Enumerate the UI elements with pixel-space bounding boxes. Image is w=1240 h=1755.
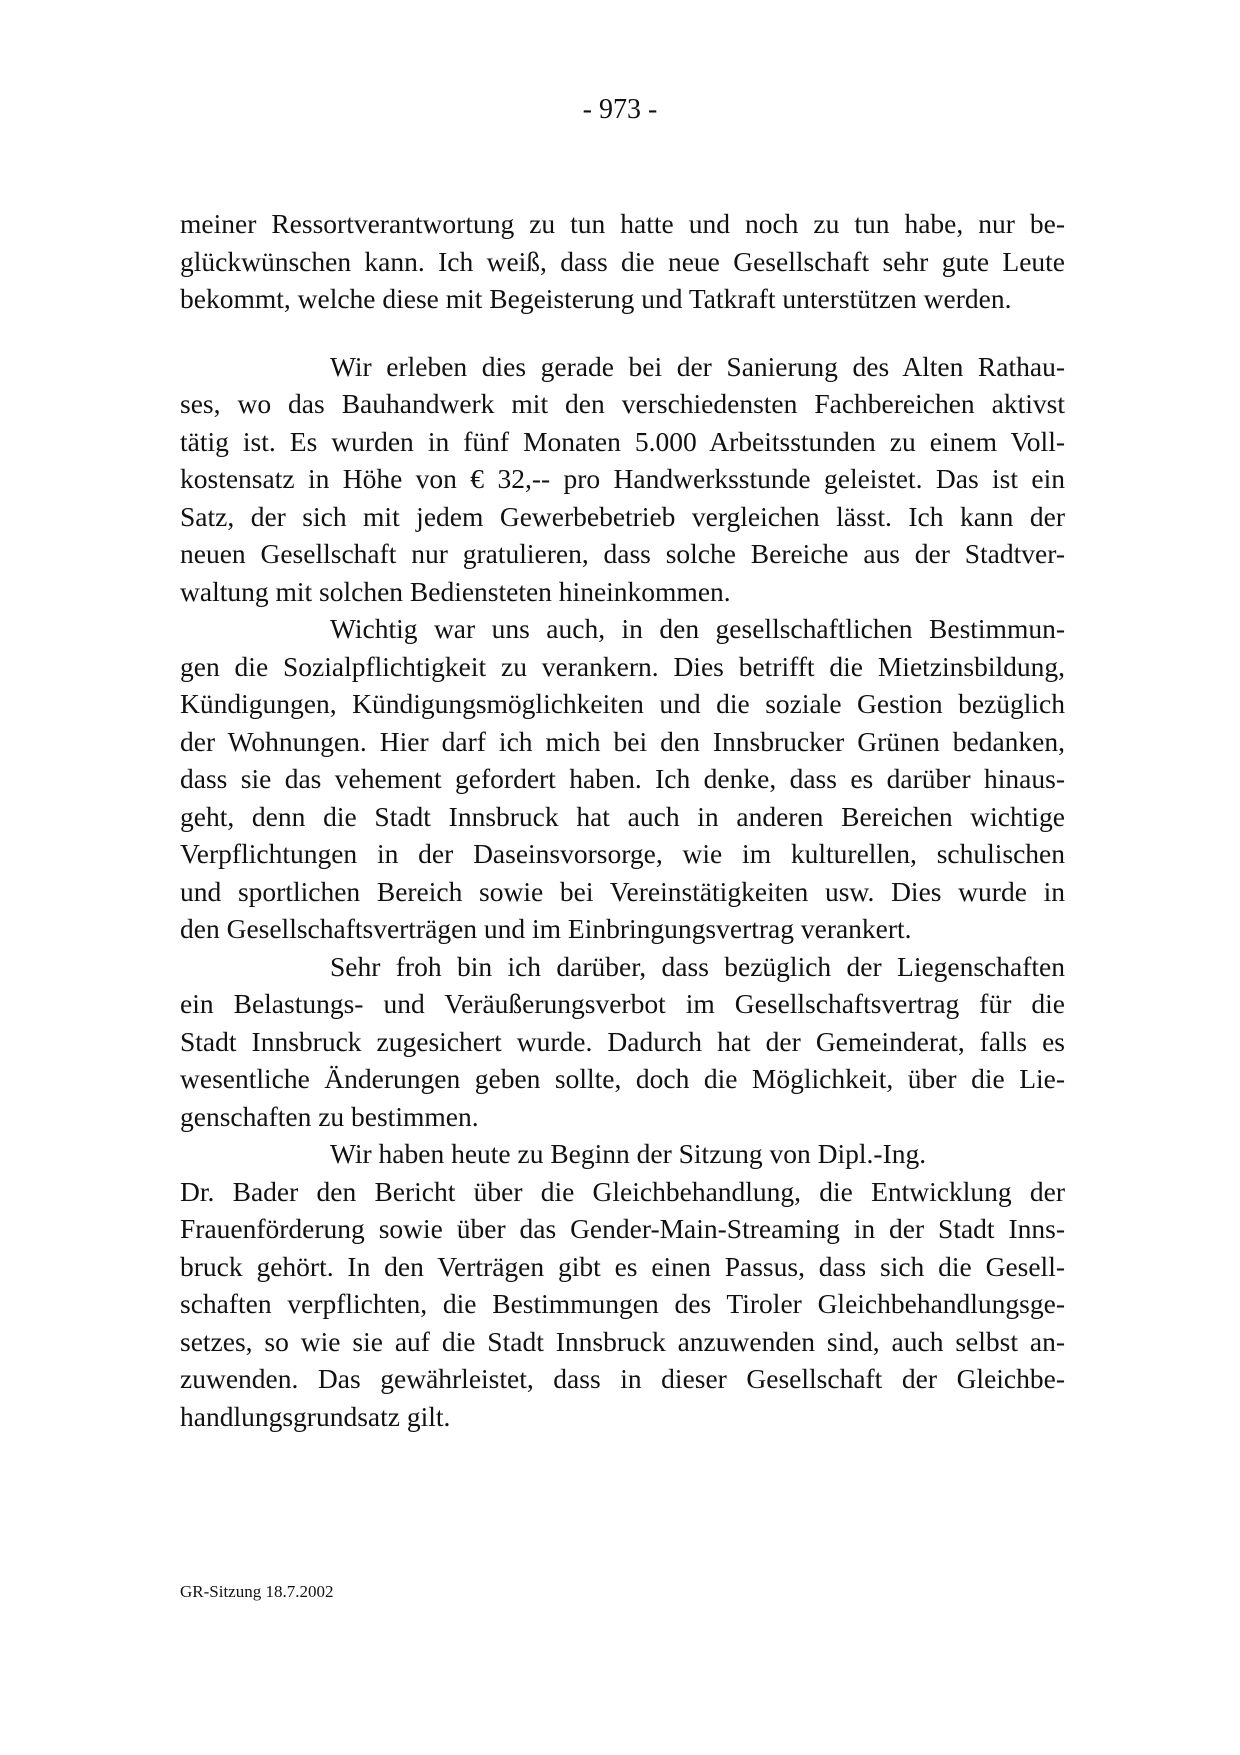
text-line: Sehr froh bin ich darüber, dass bezüglich der Liegenschaften	[330, 950, 1065, 982]
text-line: tätig ist. Es wurden in fünf Monaten 5.000 Arbeitsstunden zu einem Voll-	[180, 425, 1065, 457]
paragraph-5	[180, 1135, 1065, 1435]
text-line: setzes, so wie sie auf die Stadt Innsbruck anzuwenden sind, auch selbst an-	[180, 1325, 1065, 1357]
text-line: bekommt, welche diese mit Begeisterung und Tatkraft unterstützen werden.	[180, 283, 1012, 314]
text-line: Kündigungen, Kündigungsmöglichkeiten und die soziale Gestion bezüglich	[180, 688, 1065, 719]
text-line: kostensatz in Höhe von € 32,-- pro Handwerksstunde geleistet. Das ist ein	[180, 463, 1065, 494]
text-line: Dr. Bader den Bericht über die Gleichbehandlung, die Entwicklung der	[180, 1175, 1065, 1207]
text-line: genschaften zu bestimmen.	[180, 1100, 479, 1132]
text-line: Satz, der sich mit jedem Gewerbebetrieb vergleichen lässt. Ich kann der	[180, 500, 1065, 532]
paragraph-2	[180, 348, 1065, 611]
text-line: schaften verpflichten, die Bestimmungen des Tiroler Gleichbehandlungsge-	[180, 1288, 1065, 1319]
text-line: zuwenden. Das gewährleistet, dass in dieser Gesellschaft der Gleichbe-	[180, 1363, 1065, 1394]
text-line: Wir erleben dies gerade bei der Sanierung des Alten Rathau-	[330, 350, 1065, 382]
text-line: waltung mit solchen Bediensteten hineinkommen.	[180, 575, 731, 607]
paragraph-4	[180, 948, 1065, 1136]
paragraph-3	[180, 610, 1065, 948]
text-line: handlungsgrundsatz gilt.	[180, 1400, 451, 1432]
text-line: Wir haben heute zu Beginn der Sitzung von Dipl.-Ing.	[330, 1138, 927, 1169]
text-line: der Wohnungen. Hier darf ich mich bei den Innsbrucker Grünen bedanken,	[180, 725, 1065, 757]
text-line: dass sie das vehement gefordert haben. Ich denke, dass es darüber hinaus-	[180, 763, 1065, 794]
page-number: - 973 -	[582, 94, 658, 125]
text-line: bruck gehört. In den Verträgen gibt es einen Passus, dass sich die Gesell-	[180, 1250, 1065, 1282]
text-line: den Gesellschaftsverträgen und im Einbringungsvertrag verankert.	[180, 913, 912, 944]
text-line: glückwünschen kann. Ich weiß, dass die neue Gesellschaft sehr gute Leute	[180, 245, 1065, 277]
body-text	[180, 205, 1065, 1435]
text-line: neuen Gesellschaft nur gratulieren, dass solche Bereiche aus der Stadtver-	[180, 538, 1065, 569]
text-line: gen die Sozialpflichtigkeit zu verankern. Dies betrifft die Mietzinsbildung,	[180, 650, 1065, 682]
text-line: Wichtig war uns auch, in den gesellschaftlichen Bestimmun-	[330, 613, 1065, 644]
paragraph-1	[180, 205, 1065, 318]
text-line: ein Belastungs- und Veräußerungsverbot im Gesellschaftsvertrag für die	[180, 988, 1065, 1019]
text-line: Verpflichtungen in der Daseinsvorsorge, wie im kulturellen, schulischen	[180, 838, 1065, 869]
text-line: geht, denn die Stadt Innsbruck hat auch in anderen Bereichen wichtige	[180, 800, 1065, 832]
text-line: und sportlichen Bereich sowie bei Vereinstätigkeiten usw. Dies wurde in	[180, 875, 1065, 907]
text-line: Stadt Innsbruck zugesichert wurde. Dadurch hat der Gemeinderat, falls es	[180, 1025, 1065, 1057]
text-line: meiner Ressortverantwortung zu tun hatte und noch zu tun habe, nur be-	[180, 208, 1065, 239]
paragraph-gap	[180, 318, 1065, 348]
footer-session-label: GR-Sitzung 18.7.2002	[180, 1582, 334, 1601]
text-line: Frauenförderung sowie über das Gender-Main-Streaming in der Stadt Inns-	[180, 1213, 1065, 1244]
text-line: wesentliche Änderungen geben sollte, doch die Möglichkeit, über die Lie-	[180, 1063, 1065, 1094]
text-line: ses, wo das Bauhandwerk mit den verschiedensten Fachbereichen aktivst	[180, 388, 1065, 419]
